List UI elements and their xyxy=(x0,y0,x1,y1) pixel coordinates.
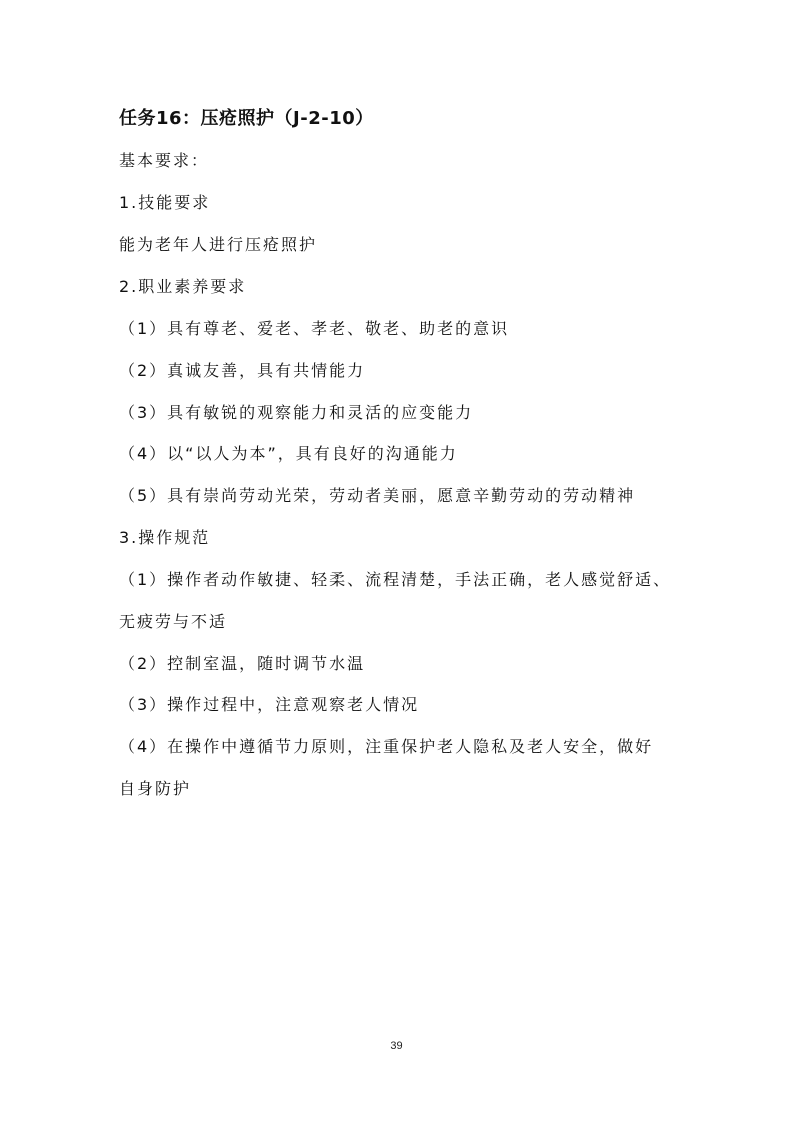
text-line: （3）操作过程中，注意观察老人情况 xyxy=(119,695,420,714)
section-title: 任务16：压疮照护（J-2-10） xyxy=(119,108,374,129)
text-line: （4）以“以人为本”，具有良好的沟通能力 xyxy=(119,444,458,463)
text-line: （5）具有崇尚劳动光荣，劳动者美丽，愿意辛勤劳动的劳动精神 xyxy=(119,486,636,505)
text-line: 1.技能要求 xyxy=(119,193,211,212)
text-line: （1）具有尊老、爱老、孝老、敬老、助老的意识 xyxy=(119,319,510,338)
text-line: 基本要求： xyxy=(119,151,210,170)
text-line: （2）控制室温，随时调节水温 xyxy=(119,654,366,673)
text-line: 2.职业素养要求 xyxy=(119,277,247,296)
text-line: （2）真诚友善，具有共情能力 xyxy=(119,361,366,380)
text-line: 自身防护 xyxy=(119,779,192,798)
text-line: （1）操作者动作敏捷、轻柔、流程清楚，手法正确，老人感觉舒适、 xyxy=(119,570,672,589)
text-line: 3.操作规范 xyxy=(119,528,211,547)
text-line: 无疲劳与不适 xyxy=(119,612,228,631)
text-line: 能为老年人进行压疮照护 xyxy=(119,235,318,254)
page-number: 39 xyxy=(390,1040,403,1052)
text-line: （4）在操作中遵循节力原则，注重保护老人隐私及老人安全，做好 xyxy=(119,737,654,756)
text-line: （3）具有敏锐的观察能力和灵活的应变能力 xyxy=(119,403,474,422)
